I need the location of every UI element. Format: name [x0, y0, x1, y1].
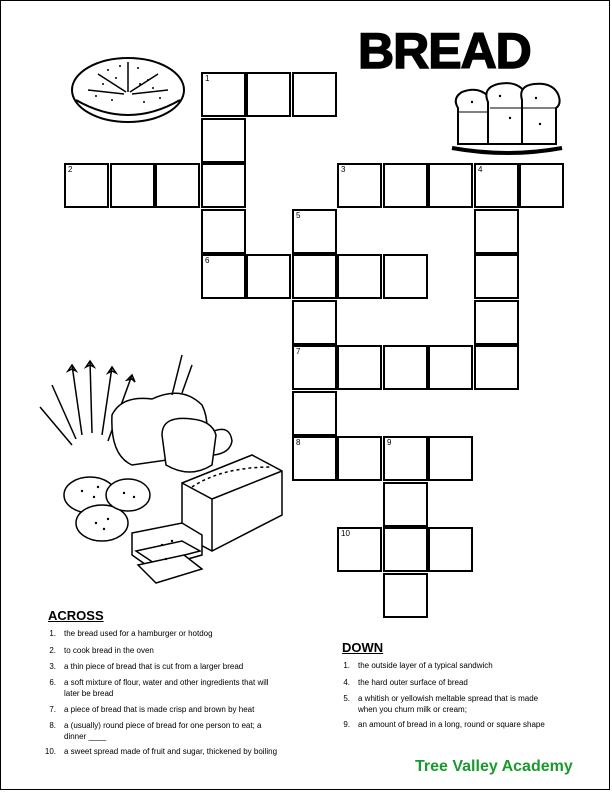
brand-name: Tree Valley Academy	[415, 758, 573, 775]
crossword-cell[interactable]	[337, 436, 382, 481]
crossword-cell[interactable]	[292, 391, 337, 436]
crossword-cell[interactable]	[383, 573, 428, 618]
crossword-cell[interactable]	[246, 254, 291, 299]
crossword-cell[interactable]	[383, 163, 428, 208]
crossword-cell[interactable]	[428, 163, 473, 208]
down-clue-4: 4. the hard outer surface of bread	[343, 678, 468, 687]
crossword-cell[interactable]	[155, 163, 200, 208]
across-clue-2: 2. to cook bread in the oven	[49, 646, 154, 655]
crossword-cell[interactable]	[292, 72, 337, 117]
crossword-cell[interactable]	[201, 118, 246, 163]
crossword-cell[interactable]	[383, 254, 428, 299]
clue-number: 1	[205, 74, 210, 83]
clue-number: 2	[68, 165, 73, 174]
crossword-cell[interactable]	[474, 345, 519, 390]
crossword-cell[interactable]	[201, 209, 246, 254]
crossword-cell[interactable]	[519, 163, 564, 208]
crossword-cell[interactable]	[337, 163, 382, 208]
crossword-cell[interactable]	[110, 163, 155, 208]
crossword-cell[interactable]	[474, 163, 519, 208]
bakery-still-life-illustration	[32, 355, 292, 590]
crossword-cell[interactable]	[292, 436, 337, 481]
crossword-cell[interactable]	[383, 345, 428, 390]
clue-number: 5	[296, 211, 301, 220]
crossword-cell[interactable]	[292, 209, 337, 254]
round-bread-illustration	[68, 52, 188, 124]
crossword-cell[interactable]	[292, 300, 337, 345]
crossword-cell[interactable]	[428, 527, 473, 572]
crossword-cell[interactable]	[337, 345, 382, 390]
clue-number: 8	[296, 438, 301, 447]
clue-number: 9	[387, 438, 392, 447]
down-clue-5: 5. a whitish or yellowish meltable spread that is made when you churn milk or cream;	[343, 694, 539, 714]
crossword-cell[interactable]	[474, 254, 519, 299]
across-clue-7: 7. a piece of bread that is made crisp and brown by heat	[49, 705, 255, 714]
crossword-cell[interactable]	[337, 254, 382, 299]
across-clue-6: 6. a soft mixture of flour, water and other ingredients that will later be bread	[49, 678, 269, 698]
clue-number: 10	[341, 529, 350, 538]
down-clue-1: 1. the outside layer of a typical sandwich	[343, 661, 493, 670]
across-clue-3: 3. a thin piece of bread that is cut from a larger bread	[49, 662, 244, 671]
crossword-cell[interactable]	[246, 72, 291, 117]
clue-number: 7	[296, 347, 301, 356]
crossword-cell[interactable]	[292, 254, 337, 299]
across-clue-10: 10. a sweet spread made of fruit and sugar, thickened by boiling	[44, 747, 278, 756]
crossword-cell[interactable]	[64, 163, 109, 208]
crossword-cell[interactable]	[201, 254, 246, 299]
clue-number: 6	[205, 256, 210, 265]
crossword-cell[interactable]	[383, 436, 428, 481]
crossword-cell[interactable]	[201, 163, 246, 208]
crossword-cell[interactable]	[201, 72, 246, 117]
clue-number: 4	[478, 165, 483, 174]
crossword-cell[interactable]	[337, 527, 382, 572]
across-clue-1: 1. the bread used for a hamburger or hotdog	[49, 629, 213, 638]
page-title: BREAD	[358, 23, 531, 79]
crossword-cell[interactable]	[383, 482, 428, 527]
crossword-cell[interactable]	[474, 300, 519, 345]
crossword-cell[interactable]	[428, 345, 473, 390]
down-heading: DOWN	[342, 640, 384, 655]
crossword-cell[interactable]	[292, 345, 337, 390]
down-clue-9: 9. an amount of bread in a long, round or square shape	[343, 720, 545, 729]
crossword-cell[interactable]	[474, 209, 519, 254]
crossword-cell[interactable]	[383, 527, 428, 572]
crossword-cell[interactable]	[428, 436, 473, 481]
across-clue-8: 8. a (usually) round piece of bread for one person to eat; a dinner ____	[49, 721, 262, 741]
across-heading: ACROSS	[48, 608, 104, 623]
sliced-bread-illustration	[448, 78, 566, 156]
clue-number: 3	[341, 165, 346, 174]
